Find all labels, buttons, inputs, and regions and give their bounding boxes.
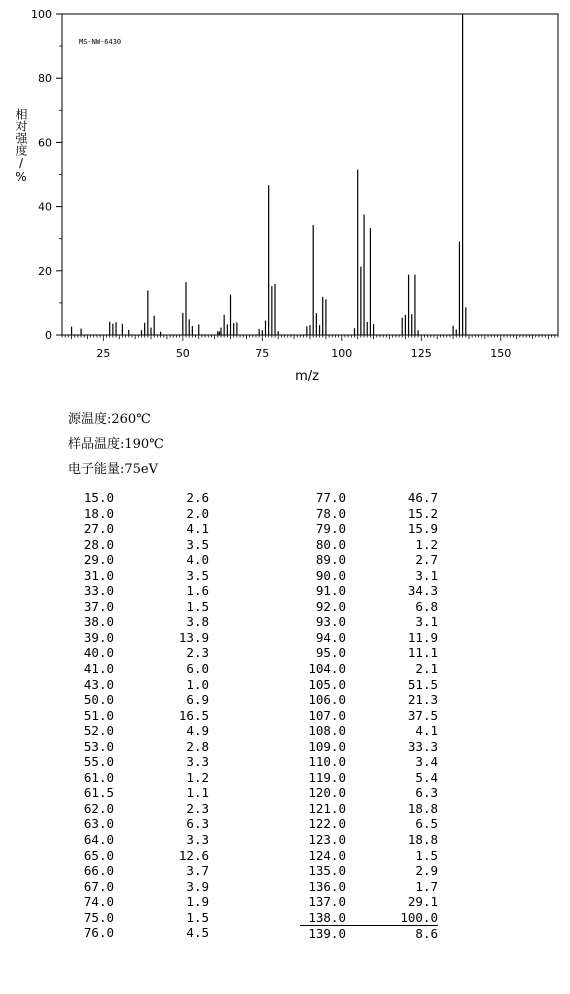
intensity-cell: 15.2 (407, 505, 438, 521)
y-tick-label: 20 (38, 264, 52, 278)
mz-cell: 28.0 (83, 536, 114, 552)
table-row (72, 925, 209, 941)
table-row (300, 723, 438, 739)
intensity-cell: 1.1 (186, 785, 209, 801)
intensity-cell: 1.2 (186, 769, 209, 785)
mz-cell: 79.0 (315, 521, 346, 537)
intensity-cell: 11.1 (407, 645, 438, 661)
mz-cell: 121.0 (308, 800, 346, 816)
table-row (72, 506, 209, 522)
intensity-cell: 4.1 (186, 521, 209, 537)
intensity-cell: 5.4 (415, 769, 438, 785)
mz-cell: 89.0 (315, 552, 346, 568)
intensity-cell: 1.7 (415, 878, 438, 894)
table-row (300, 770, 438, 786)
mz-cell: 51.0 (83, 707, 114, 723)
mz-cell: 29.0 (83, 552, 114, 568)
intensity-cell: 29.1 (407, 894, 438, 910)
mz-cell: 135.0 (308, 863, 346, 879)
table-row (72, 661, 209, 677)
mz-cell: 31.0 (83, 567, 114, 583)
intensity-cell: 4.1 (415, 723, 438, 739)
table-row (300, 801, 438, 817)
table-row (300, 785, 438, 801)
mz-cell: 108.0 (308, 723, 346, 739)
mz-cell: 105.0 (308, 676, 346, 692)
mz-cell: 27.0 (83, 521, 114, 537)
intensity-cell: 6.9 (186, 692, 209, 708)
y-tick-label: 0 (45, 329, 52, 342)
y-tick-label: 100 (31, 8, 52, 21)
electron-energy: 电子能量:75eV (68, 462, 159, 477)
y-tick-label: 60 (38, 136, 52, 150)
table-row (300, 894, 438, 910)
mz-cell: 62.0 (83, 800, 114, 816)
intensity-cell: 3.1 (415, 567, 438, 583)
table-row (300, 879, 438, 895)
table-row (72, 583, 209, 599)
mz-cell: 33.0 (83, 583, 114, 599)
mz-cell: 53.0 (83, 738, 114, 754)
table-row (72, 645, 209, 661)
table-row (300, 863, 438, 879)
table-row (300, 630, 438, 646)
mz-cell: 95.0 (315, 645, 346, 661)
table-row (300, 521, 438, 537)
mz-cell: 120.0 (308, 785, 346, 801)
intensity-cell: 3.3 (186, 832, 209, 848)
table-row (72, 739, 209, 755)
table-row (300, 692, 438, 708)
table-row (300, 754, 438, 770)
mz-cell: 55.0 (83, 754, 114, 770)
mz-cell: 43.0 (83, 676, 114, 692)
intensity-cell: 1.2 (415, 536, 438, 552)
intensity-cell: 2.7 (415, 552, 438, 568)
intensity-cell: 6.0 (186, 661, 209, 677)
table-row (300, 708, 438, 724)
table-row (300, 816, 438, 832)
mz-cell: 107.0 (308, 707, 346, 723)
table-row (72, 894, 209, 910)
table-row (72, 816, 209, 832)
spectrum-id-label: MS-NW-6430 (79, 38, 122, 46)
mz-cell: 18.0 (83, 505, 114, 521)
table-row (72, 490, 209, 506)
table-row (72, 801, 209, 817)
intensity-cell: 2.6 (186, 490, 209, 505)
intensity-cell: 3.1 (415, 614, 438, 630)
table-row (72, 879, 209, 895)
x-tick-label: 100 (331, 347, 353, 360)
x-tick-label: 50 (175, 347, 190, 360)
table-row (300, 583, 438, 599)
mz-cell: 52.0 (83, 723, 114, 739)
intensity-cell: 6.5 (415, 816, 438, 832)
mz-cell: 124.0 (308, 847, 346, 863)
intensity-cell: 4.5 (186, 925, 209, 941)
table-row (300, 552, 438, 568)
sample-temperature: 样品温度:190℃ (68, 437, 164, 452)
x-tick-label: 150 (490, 347, 512, 360)
intensity-cell: 2.8 (186, 738, 209, 754)
mz-cell: 75.0 (83, 909, 114, 925)
intensity-cell: 1.6 (186, 583, 209, 599)
intensity-cell: 16.5 (178, 707, 209, 723)
table-row (300, 739, 438, 755)
intensity-cell: 8.6 (415, 926, 438, 942)
mz-cell: 123.0 (308, 832, 346, 848)
table-row (72, 754, 209, 770)
mz-cell: 90.0 (315, 567, 346, 583)
mz-cell: 139.0 (308, 926, 346, 942)
mz-cell: 63.0 (83, 816, 114, 832)
table-row (72, 537, 209, 553)
table-row (72, 910, 209, 926)
mz-cell: 122.0 (308, 816, 346, 832)
mz-cell: 137.0 (308, 894, 346, 910)
intensity-cell: 34.3 (407, 583, 438, 599)
table-row (72, 552, 209, 568)
source-temperature: 源温度:260℃ (68, 412, 151, 427)
mz-cell: 67.0 (83, 878, 114, 894)
table-row (300, 910, 438, 926)
intensity-cell: 3.8 (186, 614, 209, 630)
table-row (300, 490, 438, 506)
table-row (72, 863, 209, 879)
intensity-cell: 100.0 (400, 909, 438, 925)
intensity-cell: 4.0 (186, 552, 209, 568)
mz-cell: 91.0 (315, 583, 346, 599)
y-axis-label: 相对强度/% (14, 108, 28, 184)
table-row (300, 506, 438, 522)
intensity-cell: 3.7 (186, 863, 209, 879)
mz-cell: 61.0 (83, 769, 114, 785)
mz-cell: 41.0 (83, 661, 114, 677)
x-axis-label: m/z (295, 369, 319, 384)
y-tick-label: 80 (38, 72, 52, 86)
intensity-cell: 21.3 (407, 692, 438, 708)
intensity-cell: 3.4 (415, 754, 438, 770)
mz-cell: 15.0 (83, 490, 114, 505)
mz-cell: 104.0 (308, 661, 346, 677)
table-row (72, 848, 209, 864)
table-row (300, 925, 438, 942)
table-row (72, 832, 209, 848)
mz-cell: 40.0 (83, 645, 114, 661)
plot-frame (62, 14, 558, 335)
mz-cell: 119.0 (308, 769, 346, 785)
intensity-cell: 4.9 (186, 723, 209, 739)
mz-cell: 110.0 (308, 754, 346, 770)
mass-spectrum-chart (0, 0, 570, 390)
intensity-cell: 15.9 (407, 521, 438, 537)
table-row (72, 692, 209, 708)
intensity-cell: 2.1 (415, 661, 438, 677)
intensity-cell: 51.5 (407, 676, 438, 692)
mz-cell: 50.0 (83, 692, 114, 708)
mz-cell: 109.0 (308, 738, 346, 754)
intensity-cell: 1.9 (186, 894, 209, 910)
mz-cell: 80.0 (315, 536, 346, 552)
intensity-cell: 1.5 (415, 847, 438, 863)
intensity-cell: 2.0 (186, 505, 209, 521)
intensity-cell: 6.3 (415, 785, 438, 801)
peak-table-left (72, 490, 209, 941)
intensity-cell: 3.5 (186, 567, 209, 583)
intensity-cell: 13.9 (178, 629, 209, 645)
mz-cell: 65.0 (83, 847, 114, 863)
intensity-cell: 33.3 (407, 738, 438, 754)
table-row (300, 599, 438, 615)
table-row (72, 723, 209, 739)
intensity-cell: 6.3 (186, 816, 209, 832)
table-row (72, 785, 209, 801)
mz-cell: 61.5 (83, 785, 114, 801)
table-row (72, 614, 209, 630)
intensity-cell: 2.3 (186, 645, 209, 661)
intensity-cell: 3.9 (186, 878, 209, 894)
peak-table-right (300, 490, 438, 942)
intensity-cell: 1.5 (186, 598, 209, 614)
table-row (72, 677, 209, 693)
table-row (300, 677, 438, 693)
intensity-cell: 3.3 (186, 754, 209, 770)
table-row (300, 661, 438, 677)
intensity-cell: 1.0 (186, 676, 209, 692)
table-row (300, 832, 438, 848)
mz-cell: 38.0 (83, 614, 114, 630)
table-row (300, 568, 438, 584)
mz-cell: 78.0 (315, 505, 346, 521)
intensity-cell: 1.5 (186, 909, 209, 925)
table-row (72, 770, 209, 786)
table-row (72, 708, 209, 724)
mz-cell: 93.0 (315, 614, 346, 630)
mass-spectrum-plot (0, 0, 570, 390)
intensity-cell: 37.5 (407, 707, 438, 723)
table-row (72, 568, 209, 584)
intensity-cell: 11.9 (407, 629, 438, 645)
table-row (300, 614, 438, 630)
mz-cell: 106.0 (308, 692, 346, 708)
table-row (72, 521, 209, 537)
mz-cell: 138.0 (308, 909, 346, 925)
mz-cell: 92.0 (315, 598, 346, 614)
table-row (300, 537, 438, 553)
intensity-cell: 6.8 (415, 598, 438, 614)
x-tick-label: 25 (96, 347, 111, 360)
mz-cell: 94.0 (315, 629, 346, 645)
table-row (300, 645, 438, 661)
mz-cell: 39.0 (83, 629, 114, 645)
intensity-cell: 18.8 (407, 800, 438, 816)
intensity-cell: 2.9 (415, 863, 438, 879)
table-row (72, 630, 209, 646)
mz-cell: 37.0 (83, 598, 114, 614)
intensity-cell: 46.7 (407, 490, 438, 505)
x-tick-label: 75 (255, 347, 270, 360)
mz-cell: 136.0 (308, 878, 346, 894)
intensity-cell: 18.8 (407, 832, 438, 848)
intensity-cell: 3.5 (186, 536, 209, 552)
mz-cell: 76.0 (83, 925, 114, 941)
intensity-cell: 2.3 (186, 800, 209, 816)
table-row (300, 848, 438, 864)
x-tick-label: 125 (410, 347, 432, 360)
mz-cell: 64.0 (83, 832, 114, 848)
table-row (72, 599, 209, 615)
mz-cell: 66.0 (83, 863, 114, 879)
intensity-cell: 12.6 (178, 847, 209, 863)
y-tick-label: 40 (38, 200, 52, 214)
mz-cell: 77.0 (315, 490, 346, 505)
mz-cell: 74.0 (83, 894, 114, 910)
